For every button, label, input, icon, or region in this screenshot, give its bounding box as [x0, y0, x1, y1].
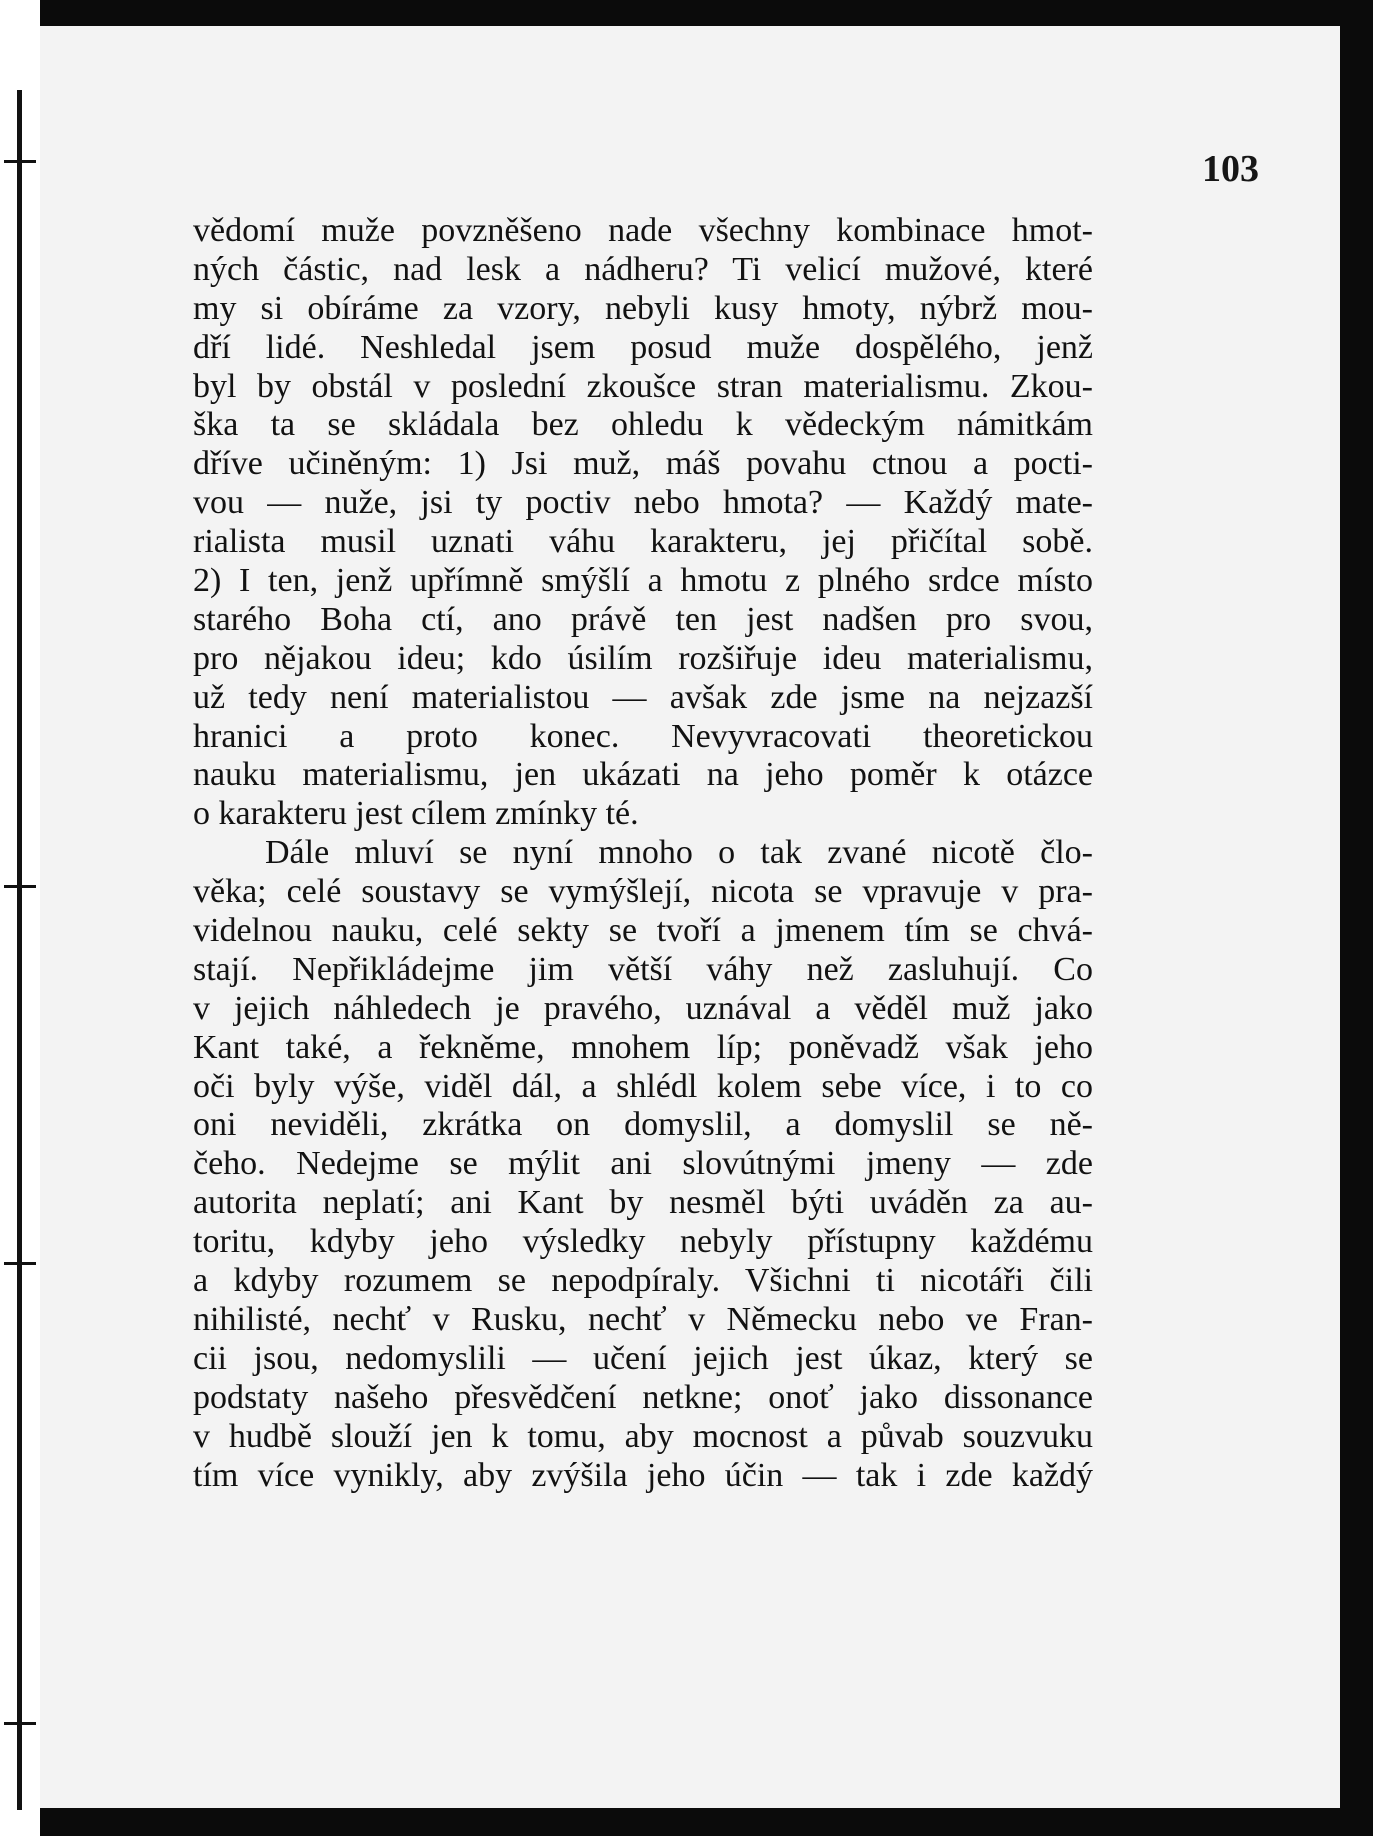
book-page — [28, 26, 1340, 1808]
binding-tick — [4, 1262, 36, 1265]
binding-tick — [4, 885, 36, 888]
text-line: cii jsou, nedomyslili — učení jejich jest úkaz, který se — [193, 1339, 1093, 1377]
text-line: my si obíráme za vzory, nebyli kusy hmoty, nýbrž mou- — [193, 289, 1093, 327]
text-line: ška ta se skládala bez ohledu k vědeckým námitkám — [193, 406, 1093, 444]
text-line: videlnou nauku, celé sekty se tvoří a jmenem tím se chvá- — [193, 912, 1093, 950]
text-line-paragraph-end: o karakteru jest cílem zmínky té. — [193, 795, 639, 833]
text-line: v jejich náhledech je pravého, uznával a věděl muž jako — [193, 989, 1093, 1027]
text-line: stají. Nepřikládejme jim větší váhy než zasluhují. Co — [193, 950, 1093, 988]
text-line: toritu, kdyby jeho výsledky nebyly přístupny každému — [193, 1223, 1093, 1261]
text-line-paragraph-start: Dále mluví se nyní mnoho o tak zvané nicotě člo- — [265, 834, 1093, 872]
text-line: nauku materialismu, jen ukázati na jeho poměr k otázce — [193, 756, 1093, 794]
text-line: nihilisté, nechť v Rusku, nechť v Německu nebo ve Fran- — [193, 1300, 1093, 1338]
text-line: ných částic, nad lesk a nádheru? Ti velicí mužové, které — [193, 250, 1093, 288]
page-number: 103 — [1202, 148, 1259, 190]
text-line: autorita neplatí; ani Kant by nesměl býti uváděn za au- — [193, 1184, 1093, 1222]
text-line: hranici a proto konec. Nevyvracovati theoretickou — [193, 717, 1093, 755]
text-line: tím více vynikly, aby zvýšila jeho účin — tak i zde každý — [193, 1456, 1093, 1494]
binding-margin — [0, 0, 40, 1836]
binding-tick — [4, 160, 36, 163]
binding-rule — [17, 90, 22, 1810]
text-line: 2) I ten, jenž upřímně smýšlí a hmotu z plného srdce místo — [193, 562, 1093, 600]
text-line: věka; celé soustavy se vymýšlejí, nicota se vpravuje v pra- — [193, 873, 1093, 911]
text-line: dříve učiněným: 1) Jsi muž, máš povahu ctnou a pocti- — [193, 445, 1093, 483]
text-line: oči byly výše, viděl dál, a shlédl kolem sebe více, i to co — [193, 1067, 1093, 1105]
text-line: v hudbě slouží jen k tomu, aby mocnost a půvab souzvuku — [193, 1417, 1093, 1455]
text-line: vědomí muže povzněšeno nade všechny kombinace hmot- — [193, 212, 1093, 249]
text-line: rialista musil uznati váhu karakteru, jej přičítal sobě. — [193, 523, 1093, 561]
text-line: pro nějakou ideu; kdo úsilím rozšiřuje ideu materialismu, — [193, 639, 1093, 677]
binding-tick — [4, 1722, 36, 1725]
text-line: oni neviděli, zkrátka on domyslil, a domyslil se ně- — [193, 1106, 1093, 1144]
body-text — [193, 212, 1093, 1495]
text-line: a kdyby rozumem se nepodpíraly. Všichni ti nicotáři čili — [193, 1262, 1093, 1300]
text-line: dří lidé. Neshledal jsem posud muže dospělého, jenž — [193, 328, 1093, 366]
text-line: podstaty našeho přesvědčení netkne; onoť jako dissonance — [193, 1378, 1093, 1416]
text-line: Kant také, a řekněme, mnohem líp; poněvadž však jeho — [193, 1028, 1093, 1066]
text-line: čeho. Nedejme se mýlit ani slovútnými jmeny — zde — [193, 1145, 1093, 1183]
text-line: byl by obstál v poslední zkoušce stran materialismu. Zkou- — [193, 367, 1093, 405]
text-line: vou — nuže, jsi ty poctiv nebo hmota? — Každý mate- — [193, 484, 1093, 522]
text-line: už tedy není materialistou — avšak zde jsme na nejzazší — [193, 678, 1093, 716]
text-line: starého Boha ctí, ano právě ten jest nadšen pro svou, — [193, 600, 1093, 638]
